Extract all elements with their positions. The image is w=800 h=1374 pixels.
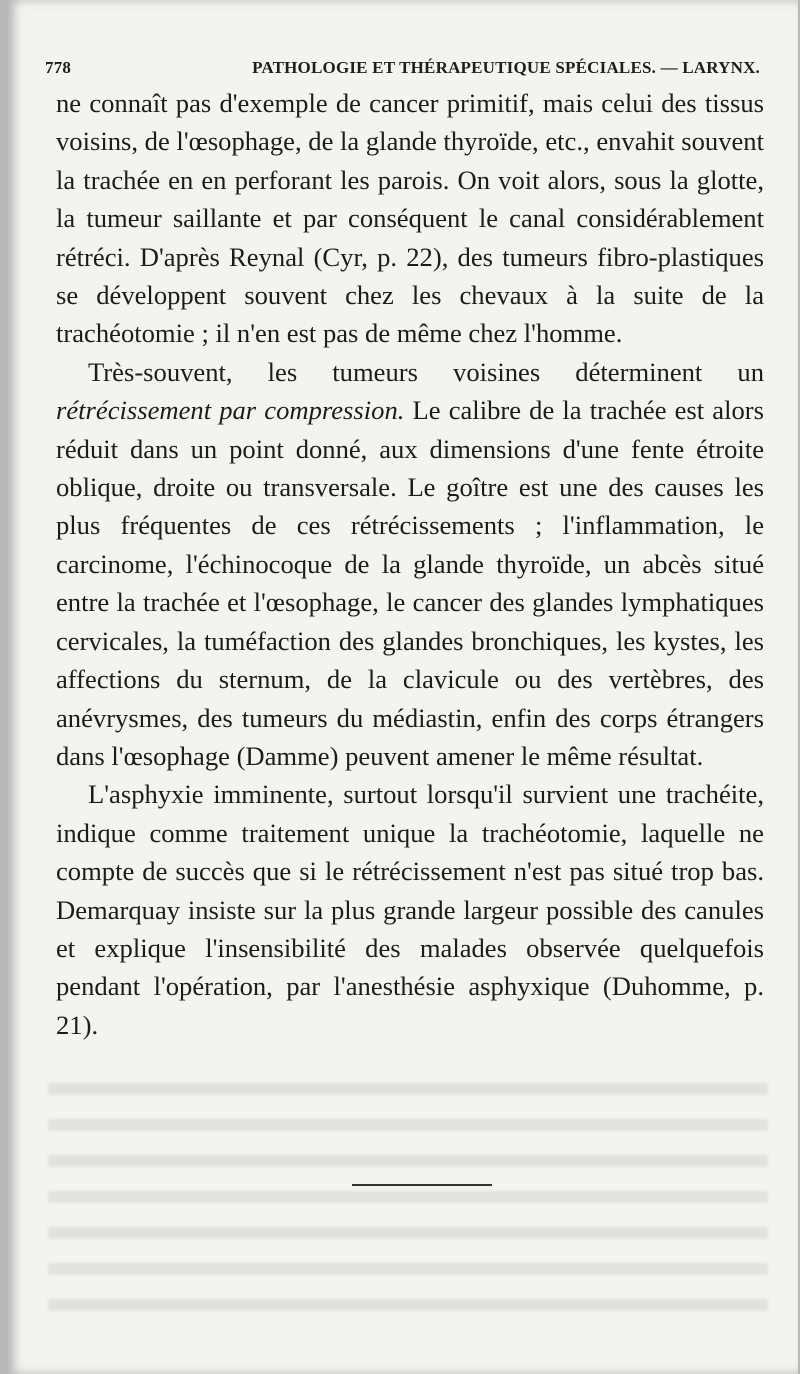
running-header	[45, 58, 760, 78]
paragraph-2-rest: Le calibre de la trachée est alors réduit dans un point donné, aux dimensions d'une fente étroite oblique, droite ou transversale. Le goître est une des causes les plus fréquentes de ces rétrécissements ; l'inflammation, le carcinome, l'échinocoque de la glande thyroïde, un abcès situé entre la trachée et l'œsophage, le cancer des glandes lymphatiques cervicales, la tuméfaction des glandes bronchiques, les kystes, les affections du sternum, de la clavicule ou des vertèbres, des anévrysmes, des tumeurs du médiastin, enfin des corps étrangers dans l'œsophage (Damme) peuvent amener le même résultat.	[56, 395, 764, 771]
paragraph-2	[56, 353, 764, 775]
page-number: 778	[45, 58, 72, 77]
running-title: PATHOLOGIE ET THÉRAPEUTIQUE SPÉCIALES. — LARYNX.	[252, 58, 760, 77]
emphasis-retrecissement: rétrécissement par compression.	[56, 395, 405, 426]
bleed-through-texture	[48, 1060, 768, 1330]
paragraph-1: ne connaît pas d'exemple de cancer primitif, mais celui des tissus voisins, de l'œsophage, de la glande thyroïde, etc., envahit souvent la trachée en en perforant les parois. On voit alors, sous la glotte, la tumeur saillante et par conséquent le canal considérablement rétréci. D'après Reynal (Cyr, p. 22), des tumeurs fibro-plastiques se développent souvent chez les chevaux à la suite de la trachéotomie ; il n'en est pas de même chez l'homme.	[56, 88, 764, 349]
paragraph-3: L'asphyxie imminente, surtout lorsqu'il survient une trachéite, indique comme traitement unique la trachéotomie, laquelle ne compte de succès que si le rétrécissement n'est pas situé trop bas. Demarquay insiste sur la plus grande largeur possible des canules et explique l'insensibilité des malades observée quelquefois pendant l'opération, par l'anesthésie asphyxique (Duhomme, p. 21).	[56, 779, 764, 1040]
paragraph-2-start: Très-souvent, les tumeurs voisines déterminent un	[88, 356, 764, 387]
book-page	[8, 0, 798, 1374]
body-text	[56, 84, 764, 1044]
section-divider-rule	[352, 1184, 492, 1186]
